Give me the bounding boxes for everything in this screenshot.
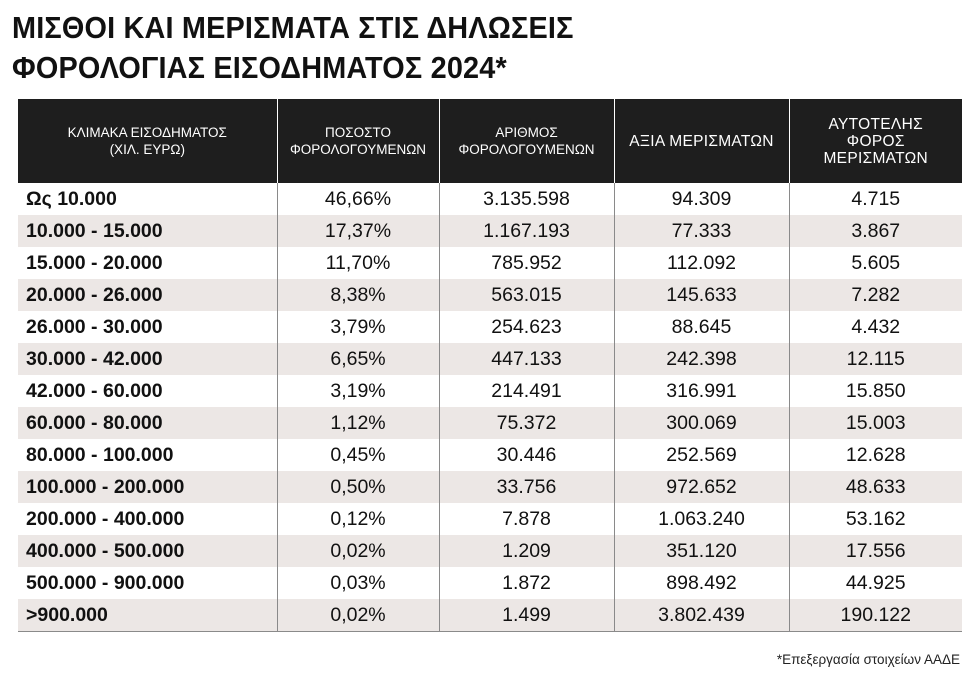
cell-dividend-tax: 15.850 — [789, 375, 962, 407]
source-footnote: *Επεξεργασία στοιχείων ΑΑΔΕ — [776, 652, 960, 667]
cell-percent-taxpayers: 0,12% — [277, 503, 439, 535]
cell-dividend-value: 88.645 — [614, 311, 789, 343]
cell-percent-taxpayers: 8,38% — [277, 279, 439, 311]
table-row — [18, 599, 962, 632]
cell-income-bracket: 500.000 - 900.000 — [18, 567, 277, 599]
cell-income-bracket: 400.000 - 500.000 — [18, 535, 277, 567]
cell-dividend-tax: 17.556 — [789, 535, 962, 567]
cell-dividend-tax: 53.162 — [789, 503, 962, 535]
header-percent-taxpayers: ΠΟΣΟΣΤΟ ΦΟΡΟΛΟΓΟΥΜΕΝΩΝ — [277, 99, 439, 183]
cell-percent-taxpayers: 17,37% — [277, 215, 439, 247]
table-row — [18, 375, 962, 407]
cell-percent-taxpayers: 0,03% — [277, 567, 439, 599]
cell-dividend-tax: 190.122 — [789, 599, 962, 632]
cell-dividend-value: 94.309 — [614, 183, 789, 215]
cell-dividend-tax: 15.003 — [789, 407, 962, 439]
cell-percent-taxpayers: 3,79% — [277, 311, 439, 343]
table-row — [18, 535, 962, 567]
table-row — [18, 567, 962, 599]
cell-percent-taxpayers: 0,02% — [277, 599, 439, 632]
cell-dividend-value: 898.492 — [614, 567, 789, 599]
cell-number-taxpayers: 30.446 — [439, 439, 614, 471]
cell-percent-taxpayers: 46,66% — [277, 183, 439, 215]
cell-dividend-value: 77.333 — [614, 215, 789, 247]
cell-percent-taxpayers: 3,19% — [277, 375, 439, 407]
cell-income-bracket: Ως 10.000 — [18, 183, 277, 215]
cell-dividend-tax: 44.925 — [789, 567, 962, 599]
cell-number-taxpayers: 785.952 — [439, 247, 614, 279]
table-row — [18, 439, 962, 471]
cell-income-bracket: 80.000 - 100.000 — [18, 439, 277, 471]
cell-income-bracket: 26.000 - 30.000 — [18, 311, 277, 343]
cell-dividend-tax: 3.867 — [789, 215, 962, 247]
cell-dividend-value: 300.069 — [614, 407, 789, 439]
table-row — [18, 503, 962, 535]
cell-dividend-value: 316.991 — [614, 375, 789, 407]
cell-number-taxpayers: 7.878 — [439, 503, 614, 535]
cell-dividend-value: 351.120 — [614, 535, 789, 567]
header-number-taxpayers: ΑΡΙΘΜΟΣ ΦΟΡΟΛΟΓΟΥΜΕΝΩΝ — [439, 99, 614, 183]
cell-income-bracket: 30.000 - 42.000 — [18, 343, 277, 375]
table-row — [18, 471, 962, 503]
cell-dividend-tax: 5.605 — [789, 247, 962, 279]
cell-dividend-tax: 7.282 — [789, 279, 962, 311]
cell-percent-taxpayers: 11,70% — [277, 247, 439, 279]
table-row — [18, 247, 962, 279]
cell-income-bracket: 20.000 - 26.000 — [18, 279, 277, 311]
cell-dividend-value: 972.652 — [614, 471, 789, 503]
cell-number-taxpayers: 254.623 — [439, 311, 614, 343]
cell-number-taxpayers: 33.756 — [439, 471, 614, 503]
income-table — [18, 99, 962, 632]
table-row — [18, 215, 962, 247]
table-row — [18, 183, 962, 215]
header-row — [18, 99, 962, 183]
cell-dividend-tax: 48.633 — [789, 471, 962, 503]
cell-dividend-tax: 4.715 — [789, 183, 962, 215]
cell-number-taxpayers: 563.015 — [439, 279, 614, 311]
cell-income-bracket: 10.000 - 15.000 — [18, 215, 277, 247]
cell-income-bracket: 200.000 - 400.000 — [18, 503, 277, 535]
cell-number-taxpayers: 1.499 — [439, 599, 614, 632]
table-header — [18, 99, 962, 183]
cell-dividend-tax: 4.432 — [789, 311, 962, 343]
table-row — [18, 279, 962, 311]
table-row — [18, 407, 962, 439]
cell-percent-taxpayers: 0,45% — [277, 439, 439, 471]
cell-income-bracket: 15.000 - 20.000 — [18, 247, 277, 279]
cell-dividend-value: 3.802.439 — [614, 599, 789, 632]
cell-dividend-value: 112.092 — [614, 247, 789, 279]
header-dividend-tax: ΑΥΤΟΤΕΛΗΣ ΦΟΡΟΣ ΜΕΡΙΣΜΑΤΩΝ — [789, 99, 962, 183]
table-row — [18, 343, 962, 375]
header-dividend-value: ΑΞΙΑ ΜΕΡΙΣΜΑΤΩΝ — [614, 99, 789, 183]
cell-percent-taxpayers: 0,50% — [277, 471, 439, 503]
table-row — [18, 311, 962, 343]
cell-number-taxpayers: 3.135.598 — [439, 183, 614, 215]
cell-number-taxpayers: 447.133 — [439, 343, 614, 375]
cell-income-bracket: 42.000 - 60.000 — [18, 375, 277, 407]
cell-dividend-value: 145.633 — [614, 279, 789, 311]
cell-dividend-value: 242.398 — [614, 343, 789, 375]
cell-income-bracket: 100.000 - 200.000 — [18, 471, 277, 503]
title-line-1: ΜΙΣΘΟΙ ΚΑΙ ΜΕΡΙΣΜΑΤΑ ΣΤΙΣ ΔΗΛΩΣΕΙΣ — [12, 10, 574, 45]
cell-dividend-tax: 12.115 — [789, 343, 962, 375]
cell-income-bracket: 60.000 - 80.000 — [18, 407, 277, 439]
cell-dividend-tax: 12.628 — [789, 439, 962, 471]
cell-percent-taxpayers: 0,02% — [277, 535, 439, 567]
cell-number-taxpayers: 214.491 — [439, 375, 614, 407]
cell-percent-taxpayers: 1,12% — [277, 407, 439, 439]
cell-number-taxpayers: 1.872 — [439, 567, 614, 599]
cell-dividend-value: 252.569 — [614, 439, 789, 471]
cell-number-taxpayers: 75.372 — [439, 407, 614, 439]
cell-percent-taxpayers: 6,65% — [277, 343, 439, 375]
cell-income-bracket: >900.000 — [18, 599, 277, 632]
cell-number-taxpayers: 1.167.193 — [439, 215, 614, 247]
cell-number-taxpayers: 1.209 — [439, 535, 614, 567]
header-income-bracket: ΚΛΙΜΑΚΑ ΕΙΣΟΔΗΜΑΤΟΣ (ΧΙΛ. ΕΥΡΩ) — [18, 99, 277, 183]
page-title — [12, 8, 886, 88]
table-body — [18, 183, 962, 632]
cell-dividend-value: 1.063.240 — [614, 503, 789, 535]
title-line-2: ΦΟΡΟΛΟΓΙΑΣ ΕΙΣΟΔΗΜΑΤΟΣ 2024* — [12, 50, 507, 85]
